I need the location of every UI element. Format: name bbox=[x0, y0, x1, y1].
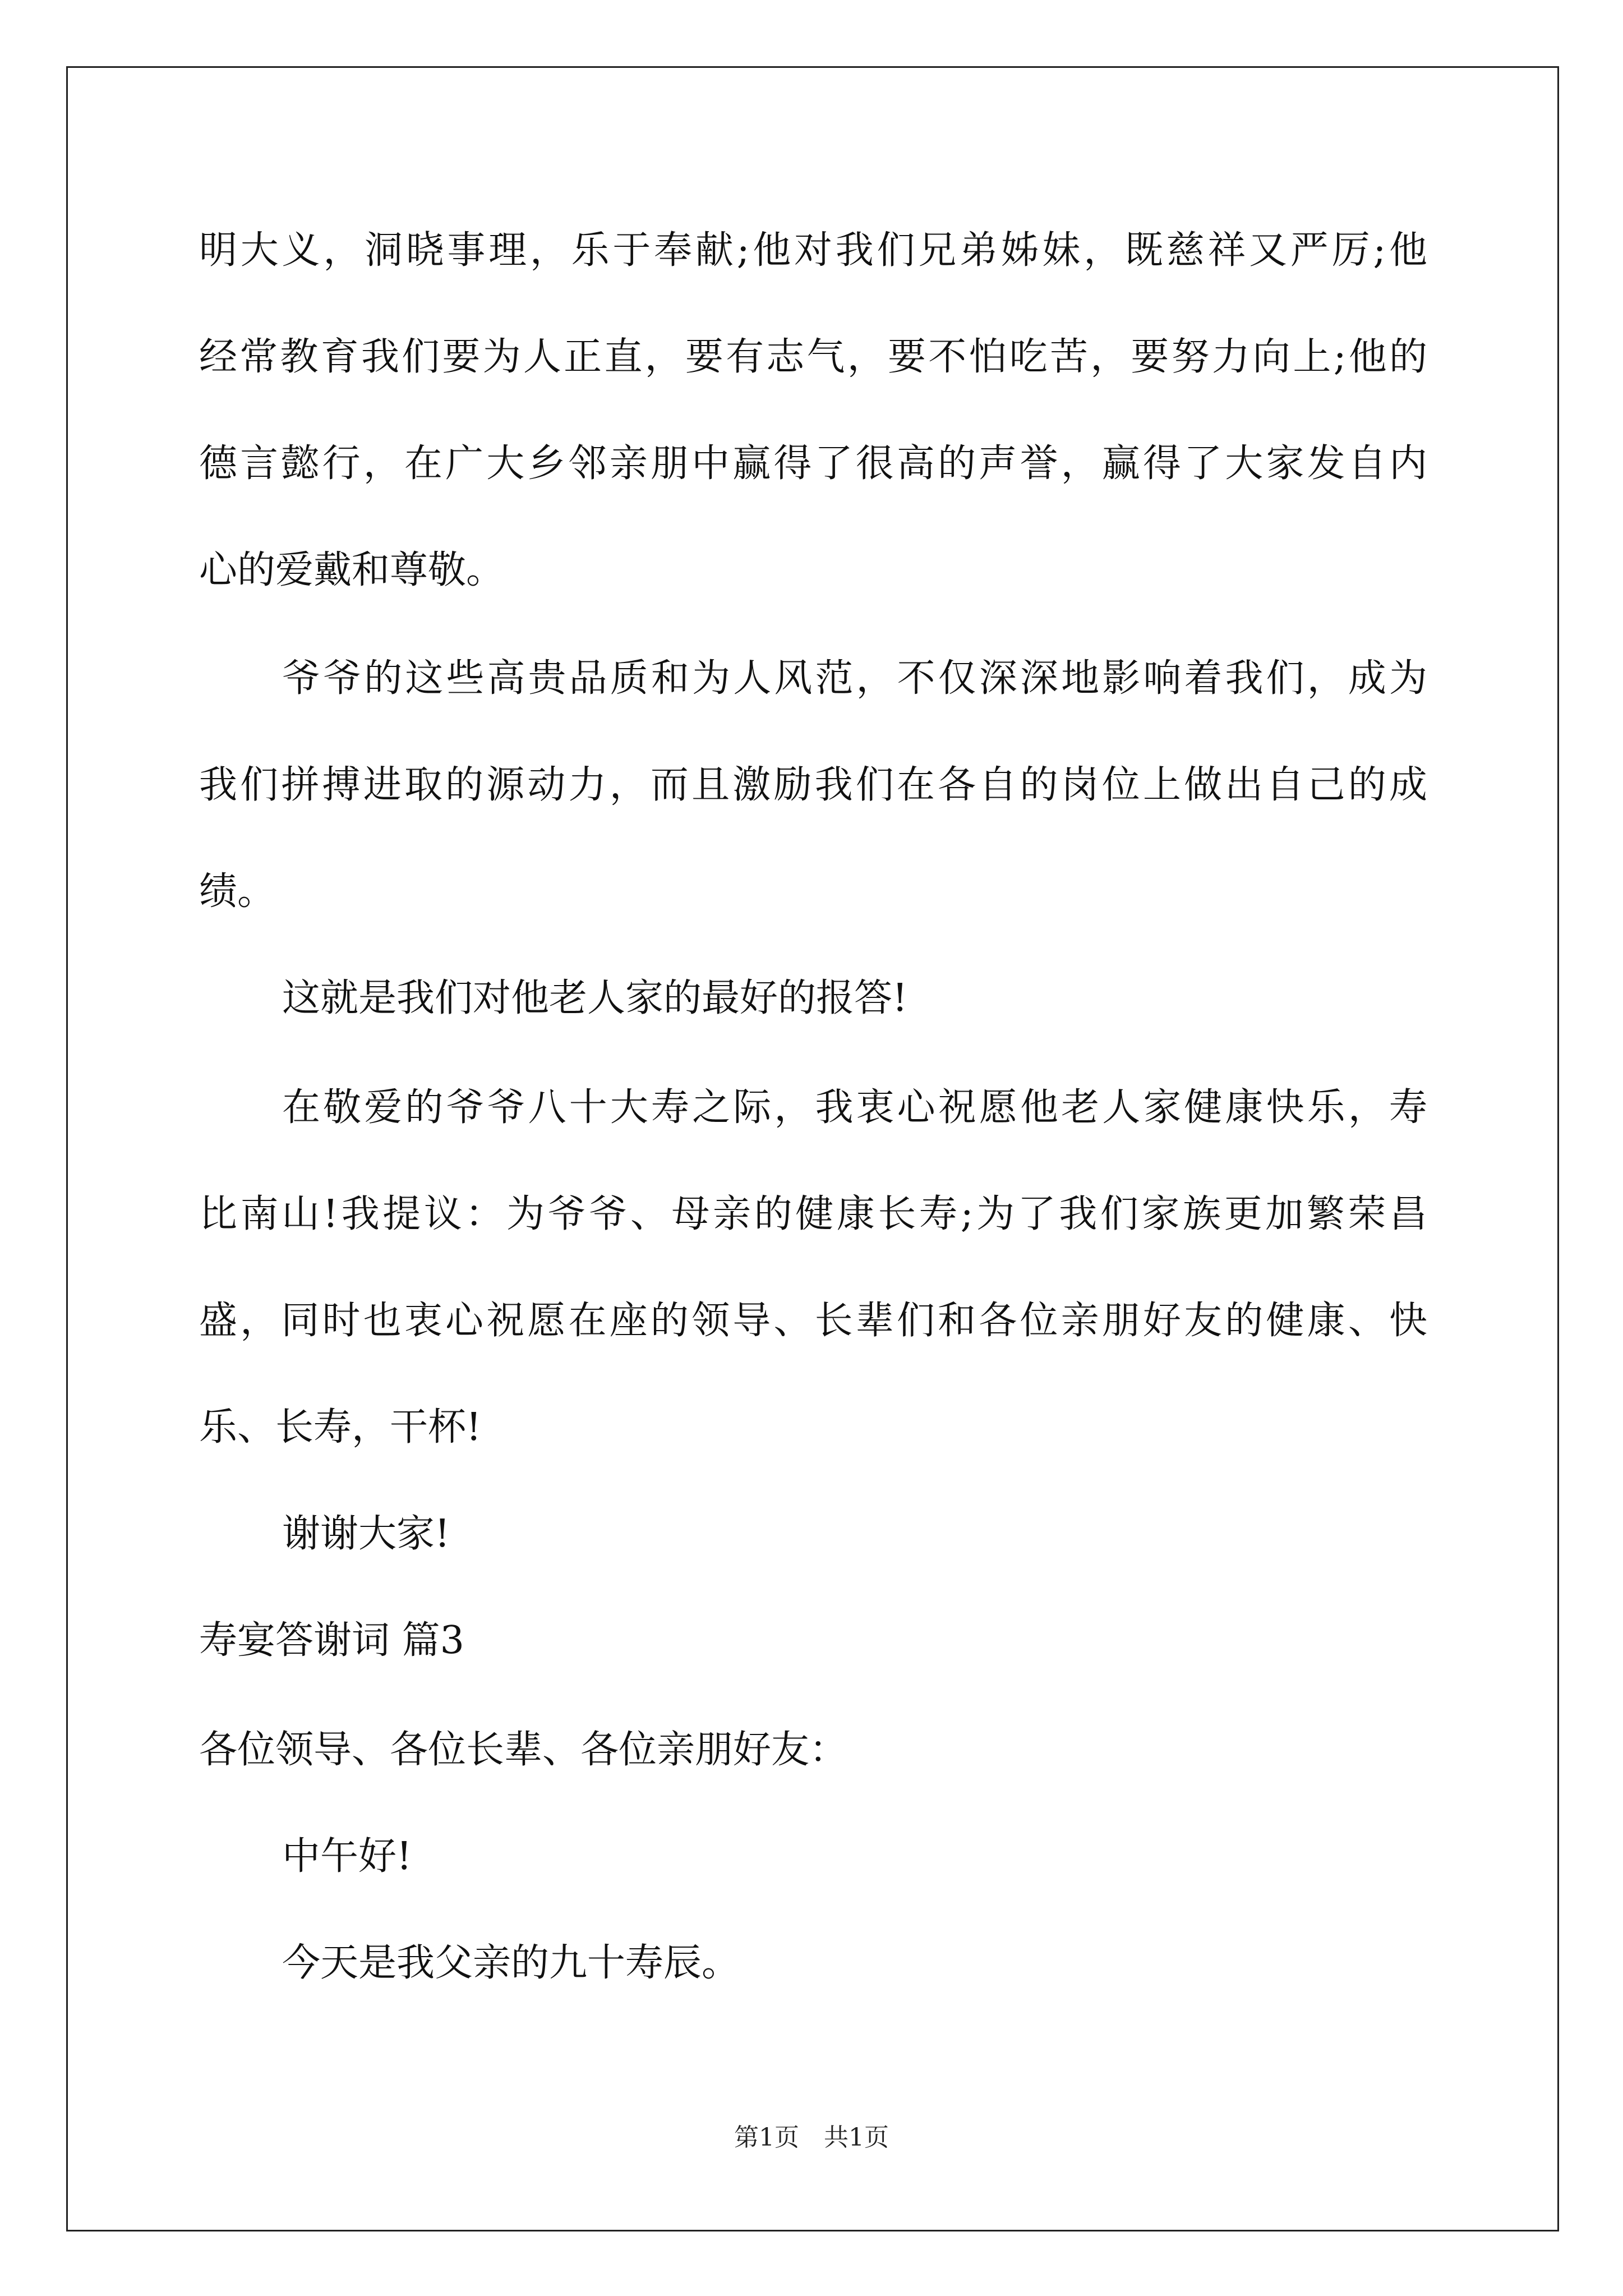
text-line: 谢谢大家! bbox=[282, 1512, 450, 1556]
text-line: 爷爷的这些高贵品质和为人风范，不仅深深地影响着我们，成为 bbox=[282, 656, 1427, 701]
page-footer bbox=[0, 2123, 1623, 2152]
text-line: 经常教育我们要为人正直，要有志气，要不怕吃苦，要努力向上;他的 bbox=[199, 335, 1427, 379]
text-line: 盛，同时也衷心祝愿在座的领导、长辈们和各位亲朋好友的健康、快 bbox=[199, 1299, 1427, 1343]
text-line: 这就是我们对他老人家的最好的报答! bbox=[282, 976, 908, 1020]
page-number-total: 共1页 bbox=[824, 2123, 889, 2152]
salutation: 各位领导、各位长辈、各位亲朋好友： bbox=[199, 1728, 848, 1772]
text-line: 明大义，洞晓事理，乐于奉献;他对我们兄弟姊妹，既慈祥又严厉;他 bbox=[199, 228, 1427, 273]
text-line: 中午好! bbox=[282, 1834, 412, 1879]
text-line: 今天是我父亲的九十寿辰。 bbox=[282, 1941, 740, 1985]
text-line: 我们拼搏进取的源动力，而且激励我们在各自的岗位上做出自己的成 bbox=[199, 763, 1427, 807]
section-heading: 寿宴答谢词 篇3 bbox=[199, 1618, 464, 1663]
text-line: 比南山!我提议：为爷爷、母亲的健康长寿;为了我们家族更加繁荣昌 bbox=[199, 1192, 1427, 1236]
text-line: 乐、长寿，干杯! bbox=[199, 1405, 482, 1450]
text-line: 德言懿行，在广大乡邻亲朋中赢得了很高的声誉，赢得了大家发自内 bbox=[199, 441, 1427, 486]
text-line: 在敬爱的爷爷八十大寿之际，我衷心祝愿他老人家健康快乐，寿 bbox=[282, 1085, 1427, 1130]
text-line: 绩。 bbox=[199, 869, 276, 914]
text-line: 心的爱戴和尊敬。 bbox=[199, 548, 505, 592]
page-number-current: 第1页 bbox=[734, 2123, 799, 2152]
page-border bbox=[66, 66, 1559, 2231]
